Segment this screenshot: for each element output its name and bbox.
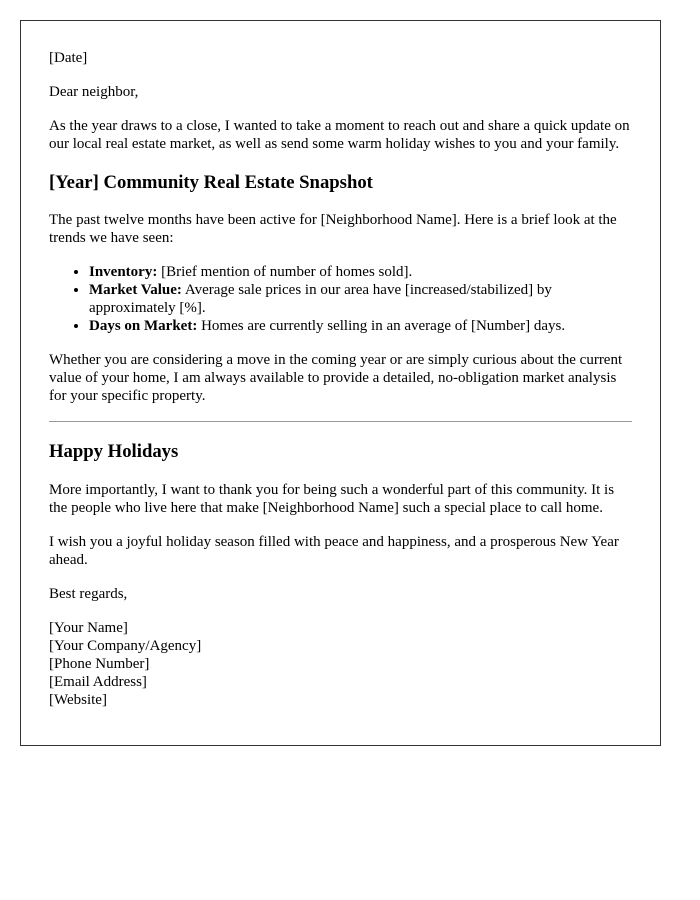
signature-email: [Email Address]: [49, 673, 147, 690]
signature-phone: [Phone Number]: [49, 655, 150, 672]
holidays-paragraph-2: I wish you a joyful holiday season filled with peace and happiness, and a prosperous New Year ahead.: [49, 533, 619, 568]
item-label: Inventory:: [89, 264, 158, 281]
signature-website: [Website]: [49, 691, 107, 708]
item-text: Homes are currently selling in an average of [Number] days.: [197, 318, 566, 335]
list-item-inventory: [89, 263, 632, 281]
item-text: [Brief mention of number of homes sold].: [157, 264, 413, 281]
letter: [20, 20, 661, 746]
signoff: Best regards,: [49, 585, 128, 602]
signature-block: [49, 619, 632, 709]
holidays-paragraph-1: More importantly, I want to thank you for being such a wonderful part of this community. It is the people who live here that make [Neighborhood Name] such a special place to call home.: [49, 481, 615, 516]
salutation: Dear neighbor,: [49, 84, 139, 100]
snapshot-heading: [Year] Community Real Estate Snapshot: [49, 171, 373, 193]
snapshot-lead: The past twelve months have been active for [Neighborhood Name]. Here is a brief look at the trends we have seen:: [49, 212, 617, 247]
list-item-days-on-market: [89, 317, 632, 335]
divider: [49, 421, 632, 422]
item-text: Average sale prices in our area have [increased/stabilized] by approximately [%].: [89, 282, 552, 317]
trends-list: [49, 263, 632, 335]
item-label: Market Value:: [89, 282, 182, 299]
snapshot-closing: Whether you are considering a move in the coming year or are simply curious about the current value of your home, I am always available to provide a detailed, no-obligation market analysis for your specific property.: [49, 352, 623, 405]
holidays-heading: Happy Holidays: [49, 441, 179, 463]
signature-name: [Your Name]: [49, 619, 128, 636]
intro-paragraph: As the year draws to a close, I wanted to take a moment to reach out and share a quick update on our local real estate market, as well as send some warm holiday wishes to you and your family.: [49, 118, 630, 152]
signature-company: [Your Company/Agency]: [49, 637, 202, 654]
date: [Date]: [49, 50, 88, 66]
item-label: Days on Market:: [89, 318, 198, 335]
list-item-market-value: [89, 281, 632, 317]
